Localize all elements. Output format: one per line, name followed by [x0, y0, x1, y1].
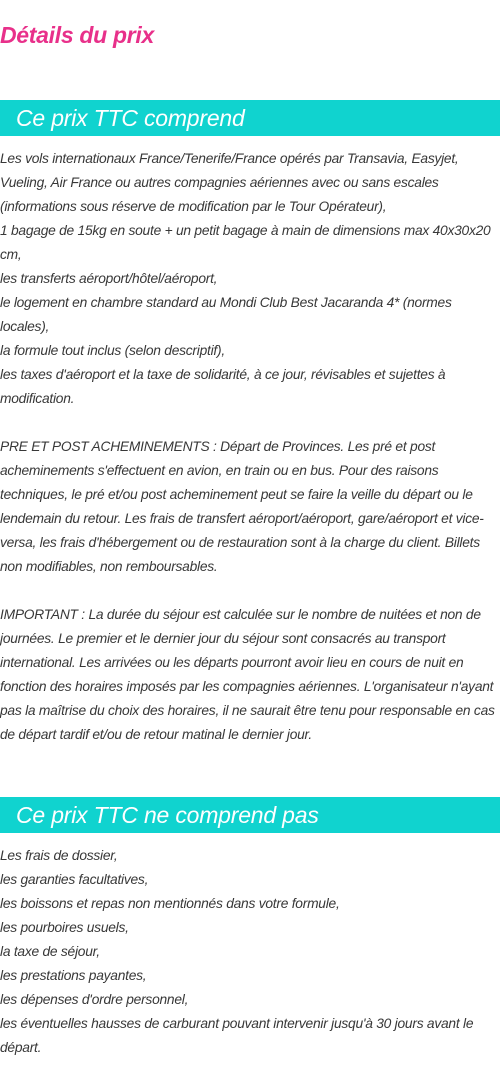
excluded-item: les dépenses d'ordre personnel, [0, 992, 189, 1007]
included-item: les transferts aéroport/hôtel/aéroport, [0, 271, 218, 286]
excluded-item: Les frais de dossier, [0, 848, 118, 863]
excluded-section-body [0, 844, 500, 1060]
excluded-item: les boissons et repas non mentionnés dans votre formule, [0, 896, 340, 911]
excluded-item: les prestations payantes, [0, 968, 147, 983]
page-title: Détails du prix [0, 22, 154, 48]
spacer [0, 411, 500, 435]
included-item: les taxes d'aéroport et la taxe de solidarité, à ce jour, révisables et sujettes à modification. [0, 367, 446, 406]
excluded-item: les éventuelles hausses de carburant pouvant intervenir jusqu'à 30 jours avant le départ. [0, 1016, 474, 1055]
pre-post-paragraph: PRE ET POST ACHEMINEMENTS : Départ de Provinces. Les pré et post acheminements s'effectuent en avion, en train ou en bus. Pour des raisons techniques, le pré et/ou post acheminement peut se faire la veille du départ ou le lendemain du retour. Les frais de transfert aéroport/aéroport, gare/aéroport et vice-versa, les frais d'hébergement ou de restauration sont à la charge du client. Billets non modifiables, non remboursables. [0, 439, 484, 574]
included-section-header: Ce prix TTC comprend [0, 100, 500, 136]
included-item: la formule tout inclus (selon descriptif), [0, 343, 225, 358]
spacer [0, 579, 500, 603]
included-section-body [0, 147, 500, 747]
excluded-item: la taxe de séjour, [0, 944, 100, 959]
included-item: Les vols internationaux France/Tenerife/France opérés par Transavia, Easyjet, Vueling, Air France ou autres compagnies aériennes avec ou sans escales (informations sous réserve de modification par le Tour Opérateur), [0, 151, 459, 214]
included-item: le logement en chambre standard au Mondi Club Best Jacaranda 4* (normes locales), [0, 295, 452, 334]
excluded-section-header: Ce prix TTC ne comprend pas [0, 797, 500, 833]
included-item: 1 bagage de 15kg en soute + un petit bagage à main de dimensions max 40x30x20 cm, [0, 223, 491, 262]
important-paragraph: IMPORTANT : La durée du séjour est calculée sur le nombre de nuitées et non de journées. Le premier et le dernier jour du séjour sont consacrés au transport international. Les arrivées ou les départs pourront avoir lieu en cours de nuit en fonction des horaires imposés par les compagnies aériennes. L'organisateur n'ayant pas la maîtrise du choix des horaires, il ne saurait être tenu pour responsable en cas de départ tardif et/ou de retour matinal le dernier jour. [0, 607, 495, 742]
excluded-item: les pourboires usuels, [0, 920, 129, 935]
excluded-item: les garanties facultatives, [0, 872, 149, 887]
